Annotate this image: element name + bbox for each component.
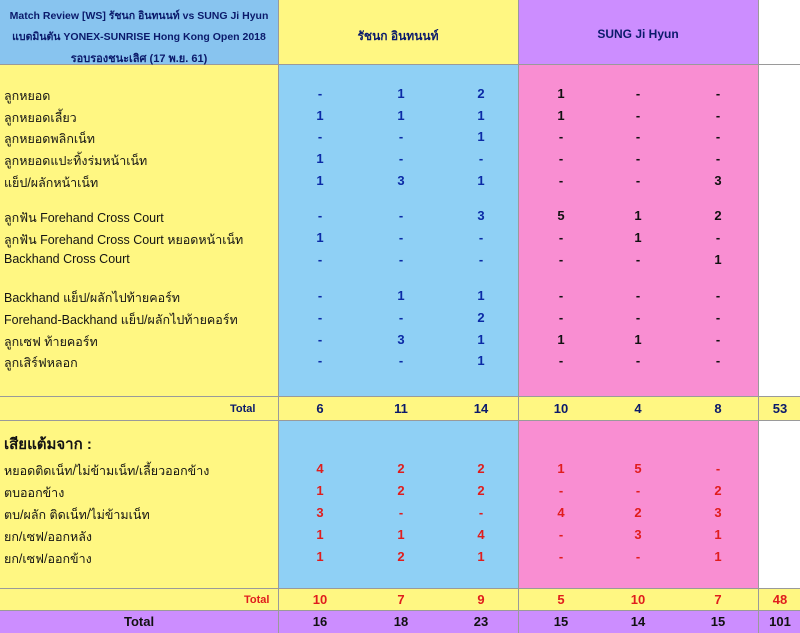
title-line-1: Match Review [WS] รัชนก อินทนนท์ vs SUNG Ji Hyun	[9, 10, 269, 22]
error-cell-value: 2	[397, 483, 405, 498]
cell-value: 1	[477, 353, 485, 368]
cell-value: -	[715, 288, 721, 303]
error-cell-value: 2	[634, 505, 642, 520]
error-cell-value: 3	[634, 527, 642, 542]
error-cell-value: -	[635, 549, 641, 564]
errors-title: เสียแต้มจาก :	[4, 436, 92, 453]
error-cell-value: 1	[557, 461, 565, 476]
cell-value: 2	[477, 86, 485, 101]
error-cell-value: 3	[714, 505, 722, 520]
error-cell-value: 1	[477, 549, 485, 564]
cell-value: -	[558, 173, 564, 188]
cell-value: 1	[477, 332, 485, 347]
row-label: ลูกหยอดพลิกเน็ท	[4, 132, 95, 146]
error-row-label: ยก/เซฟ/ออกข้าง	[4, 552, 92, 566]
error-cell-value: 1	[397, 527, 405, 542]
cell-value: 1	[714, 252, 722, 267]
cell-value: 1	[316, 151, 324, 166]
cell-value: -	[398, 353, 404, 368]
points-total-value: 14	[473, 401, 489, 416]
row-label: Forehand-Backhand แย็ป/ผลักไปท้ายคอร์ท	[4, 313, 238, 327]
cell-value: -	[317, 310, 323, 325]
grand-total-value: 15	[553, 614, 569, 629]
cell-value: -	[478, 230, 484, 245]
error-cell-value: -	[478, 505, 484, 520]
error-row-label: ยก/เซฟ/ออกหลัง	[4, 530, 93, 544]
cell-value: 3	[397, 332, 405, 347]
player1-name: รัชนก อินทนนท์	[357, 29, 439, 43]
cell-value: -	[715, 230, 721, 245]
cell-value: -	[715, 151, 721, 166]
cell-value: 3	[477, 208, 485, 223]
error-cell-value: -	[398, 505, 404, 520]
cell-value: 1	[557, 332, 565, 347]
cell-value: 3	[714, 173, 722, 188]
error-cell-value: 2	[477, 483, 485, 498]
points-total-value: 6	[316, 401, 324, 416]
cell-value: -	[398, 230, 404, 245]
error-cell-value: 4	[477, 527, 485, 542]
errors-total-value: 9	[477, 592, 485, 607]
grand-total-value: 16	[312, 614, 328, 629]
error-cell-value: 4	[316, 461, 324, 476]
row-label: Backhand Cross Court	[4, 252, 130, 266]
grand-total-value: 18	[393, 614, 409, 629]
cell-value: -	[478, 151, 484, 166]
row-label: ลูกหยอด	[4, 89, 51, 103]
cell-value: -	[317, 86, 323, 101]
cell-value: 1	[316, 108, 324, 123]
cell-value: -	[558, 151, 564, 166]
cell-value: 1	[397, 108, 405, 123]
grand-total-value: 15	[710, 614, 726, 629]
cell-value: -	[715, 332, 721, 347]
title-line-2: แบดมินตัน YONEX-SUNRISE Hong Kong Open 2018	[12, 31, 266, 43]
error-row-label: ตบออกข้าง	[4, 486, 65, 500]
grand-total-overall: 101	[769, 614, 791, 629]
title-line-3: รอบรองชนะเลิศ (17 พ.ย. 61)	[70, 53, 208, 65]
grand-total-label: Total	[124, 614, 155, 629]
cell-value: -	[635, 353, 641, 368]
cell-value: 1	[634, 208, 642, 223]
error-cell-value: 4	[557, 505, 565, 520]
cell-value: 1	[477, 288, 485, 303]
error-row-label: ตบ/ผลัก ติดเน็ท/ไม่ข้ามเน็ท	[4, 508, 150, 522]
cell-value: -	[635, 288, 641, 303]
row-label: ลูกเสิร์ฟหลอก	[4, 356, 78, 370]
player2-name: SUNG Ji Hyun	[597, 27, 679, 41]
cell-value: -	[478, 252, 484, 267]
points-total-value: 11	[394, 401, 408, 416]
cell-value: -	[558, 310, 564, 325]
error-cell-value: 2	[477, 461, 485, 476]
error-cell-value: 3	[316, 505, 324, 520]
error-cell-value: 1	[714, 527, 722, 542]
cell-value: -	[317, 208, 323, 223]
cell-value: 1	[477, 173, 485, 188]
cell-value: 2	[477, 310, 485, 325]
errors-total-value: 5	[557, 592, 565, 607]
errors-total-value: 10	[630, 592, 646, 607]
row-label: ลูกฟัน Forehand Cross Court หยอดหน้าเน็ท	[4, 233, 244, 247]
cell-value: -	[317, 252, 323, 267]
cell-value: 5	[557, 208, 565, 223]
cell-value: -	[635, 252, 641, 267]
cell-value: -	[635, 310, 641, 325]
error-cell-value: -	[715, 461, 721, 476]
cell-value: -	[558, 252, 564, 267]
cell-value: 1	[316, 230, 324, 245]
error-cell-value: 5	[634, 461, 642, 476]
error-cell-value: 2	[714, 483, 722, 498]
error-row-label: หยอดติดเน็ท/ไม่ข้ามเน็ท/เลี้ยวออกข้าง	[4, 464, 210, 478]
cell-value: -	[398, 252, 404, 267]
cell-value: 1	[634, 230, 642, 245]
cell-value: 1	[477, 108, 485, 123]
row-label: แย็ป/ผลักหน้าเน็ท	[4, 176, 99, 190]
cell-value: -	[317, 353, 323, 368]
points-grand-total: 53	[772, 401, 788, 416]
points-total-value: 4	[634, 401, 642, 416]
row-label: ลูกฟัน Forehand Cross Court	[4, 211, 164, 225]
errors-total-value: 7	[397, 592, 405, 607]
cell-value: -	[635, 151, 641, 166]
cell-value: -	[558, 353, 564, 368]
cell-value: -	[715, 108, 721, 123]
cell-value: -	[715, 86, 721, 101]
cell-value: -	[635, 108, 641, 123]
cell-value: -	[398, 129, 404, 144]
cell-value: -	[398, 151, 404, 166]
error-cell-value: 2	[397, 549, 405, 564]
row-label: ลูกเซฟ ท้ายคอร์ท	[4, 335, 98, 349]
cell-value: -	[635, 173, 641, 188]
errors-total-value: 7	[714, 592, 722, 607]
points-total-value: 8	[714, 401, 722, 416]
errors-total-value: 10	[312, 592, 328, 607]
cell-value: 1	[397, 86, 405, 101]
cell-value: 1	[634, 332, 642, 347]
points-total-label: Total	[230, 403, 256, 415]
error-cell-value: -	[558, 483, 564, 498]
error-cell-value: 2	[397, 461, 405, 476]
errors-grand-total: 48	[772, 592, 788, 607]
row-label: ลูกหยอดเลี้ยว	[4, 111, 77, 125]
grand-total-value: 14	[630, 614, 646, 629]
error-cell-value: 1	[316, 549, 324, 564]
cell-value: -	[317, 288, 323, 303]
cell-value: -	[398, 310, 404, 325]
cell-value: -	[317, 332, 323, 347]
cell-value: -	[558, 129, 564, 144]
cell-value: 1	[397, 288, 405, 303]
error-cell-value: -	[558, 527, 564, 542]
cell-value: -	[635, 129, 641, 144]
error-cell-value: -	[635, 483, 641, 498]
cell-value: -	[715, 353, 721, 368]
cell-value: -	[635, 86, 641, 101]
cell-value: 1	[477, 129, 485, 144]
cell-value: -	[317, 129, 323, 144]
cell-value: -	[715, 310, 721, 325]
grand-total-value: 23	[473, 614, 489, 629]
errors-total-label: Total	[244, 594, 270, 606]
row-label: ลูกหยอดแปะทิ้งร่มหน้าเน็ท	[4, 154, 148, 168]
cell-value: 1	[557, 108, 565, 123]
cell-value: -	[558, 230, 564, 245]
cell-value: 3	[397, 173, 405, 188]
error-cell-value: 1	[714, 549, 722, 564]
cell-value: -	[558, 288, 564, 303]
cell-value: 2	[714, 208, 722, 223]
error-cell-value: -	[558, 549, 564, 564]
cell-value: -	[715, 129, 721, 144]
cell-value: 1	[557, 86, 565, 101]
error-cell-value: 1	[316, 527, 324, 542]
error-cell-value: 1	[316, 483, 324, 498]
points-total-value: 10	[553, 401, 569, 416]
cell-value: -	[398, 208, 404, 223]
row-label: Backhand แย็ป/ผลักไปท้ายคอร์ท	[4, 291, 181, 305]
cell-value: 1	[316, 173, 324, 188]
